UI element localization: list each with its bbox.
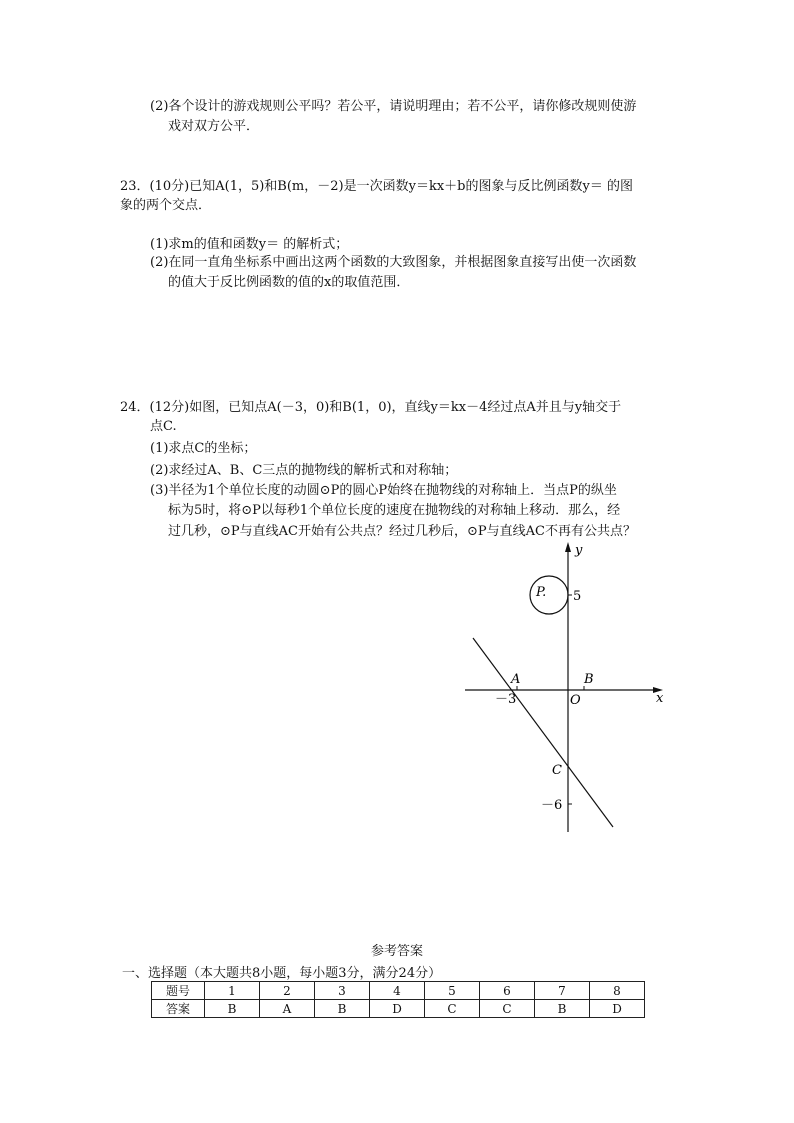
q23-part2-line2: 的值大于反比例函数的值的x的取值范围．: [168, 275, 410, 290]
label-o: O: [570, 693, 581, 708]
label-neg6: －6: [541, 798, 563, 813]
table-row-answers: [152, 1000, 645, 1018]
q24-part1: (1)求点C的坐标；: [150, 441, 257, 456]
label-5: 5: [573, 589, 582, 604]
q22-part2-line1: (2)各个设计的游戏规则公平吗？若公平，请说明理由；若不公平，请你修改规则使游: [150, 99, 637, 114]
answer-cell: D: [370, 1000, 425, 1018]
answers-section-heading: 一、选择题（本大题共8小题，每小题3分，满分24分）: [122, 966, 442, 981]
label-x: x: [656, 691, 664, 706]
q22-part2-line2: 戏对双方公平．: [168, 119, 260, 134]
answer-table: [151, 981, 645, 1018]
answer-cell: A: [260, 1000, 315, 1018]
q24-part2: (2)求经过A、B、C三点的抛物线的解析式和对称轴；: [150, 463, 458, 478]
answer-cell: B: [205, 1000, 260, 1018]
number-cell: 1: [205, 982, 260, 1000]
q23-part2-line1: (2)在同一直角坐标系中画出这两个函数的大致图象，并根据图象直接写出使一次函数: [150, 255, 637, 270]
q24-line1: 24．(12分)如图，已知点A(－3，0)和B(1，0)，直线y＝kx－4经过点A并且与y轴交于: [120, 400, 622, 415]
table-row-header: [152, 982, 645, 1000]
q24-part3-line1: (3)半径为1个单位长度的动圆⊙P的圆心P始终在抛物线的对称轴上．当点P的纵坐: [150, 483, 617, 498]
number-cell: 8: [590, 982, 645, 1000]
answer-cell: D: [590, 1000, 645, 1018]
q24-part3-line2: 标为5时，将⊙P以每秒1个单位长度的速度在抛物线的对称轴上移动．那么，经: [168, 503, 621, 518]
header-label: 题号: [152, 982, 205, 1000]
answer-label: 答案: [152, 1000, 205, 1018]
number-cell: 6: [480, 982, 535, 1000]
q24-line2: 点C.: [150, 419, 177, 434]
number-cell: 2: [260, 982, 315, 1000]
y-axis-arrow: [565, 542, 571, 552]
number-cell: 5: [425, 982, 480, 1000]
label-a: A: [511, 672, 521, 687]
q23-part1: (1)求m的值和函数y＝ 的解析式；: [150, 237, 349, 252]
number-cell: 3: [315, 982, 370, 1000]
answer-cell: B: [535, 1000, 590, 1018]
number-cell: 4: [370, 982, 425, 1000]
number-cell: 7: [535, 982, 590, 1000]
q23-line1: 23．(10分)已知A(1，5)和B(m，－2)是一次函数y＝kx＋b的图象与反比例函数y＝ 的图: [120, 179, 633, 194]
coordinate-figure: [455, 540, 675, 840]
answer-cell: C: [480, 1000, 535, 1018]
label-p: P.: [536, 585, 547, 600]
q24-part3-line3: 过几秒，⊙P与直线AC开始有公共点？经过几秒后，⊙P与直线AC不再有公共点？: [168, 524, 636, 539]
label-y: y: [575, 543, 583, 558]
label-neg3: －3: [495, 692, 517, 707]
label-b: B: [584, 672, 594, 687]
label-c: C: [552, 763, 562, 778]
answer-cell: B: [315, 1000, 370, 1018]
q23-line2: 象的两个交点．: [120, 198, 212, 213]
answers-title: 参考答案: [370, 944, 423, 959]
answer-cell: C: [425, 1000, 480, 1018]
